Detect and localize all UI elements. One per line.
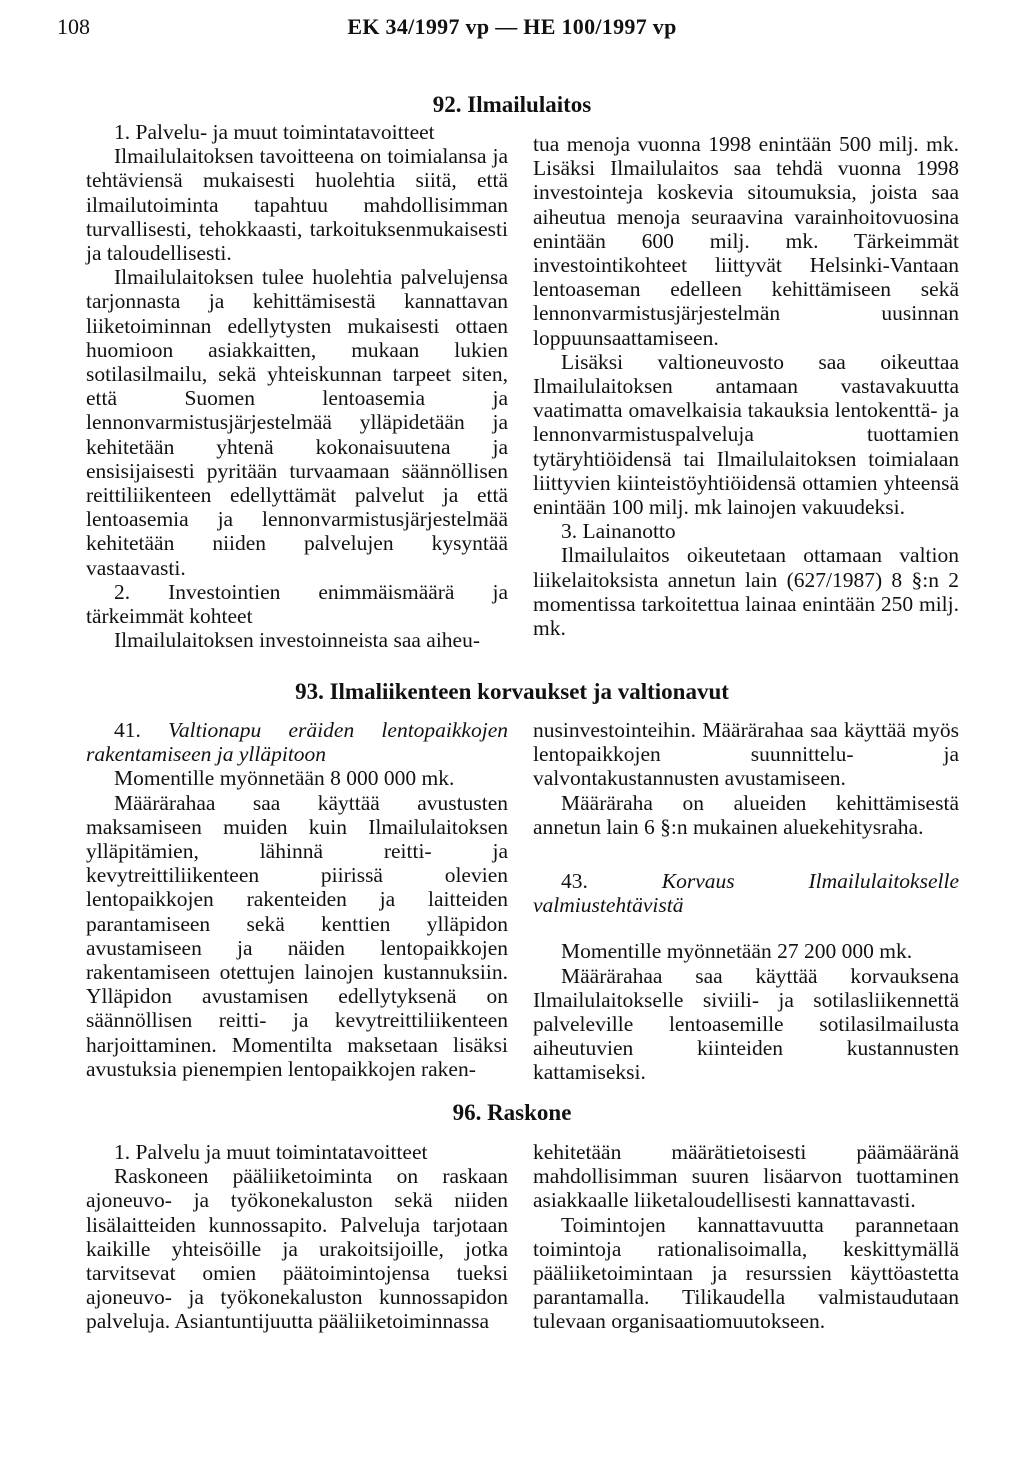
paragraph: Raskoneen pääliiketoiminta on raskaan ajoneuvo- ja työkonekaluston sekä niiden lisälaitteiden kunnossapito. Palveluja tarjotaan kaikille yhteisöille ja urakoitsijoille, jotka tarvitsevat omien päätoimintojensa tueksi ajoneuvo- ja työkonekaluston kunnossapidon palveluja. Asiantuntijuutta pääliiketoiminnassa: [86, 1164, 508, 1334]
subheading: 2. Investointien enimmäismäärä ja tärkeimmät kohteet: [86, 579, 508, 629]
paragraph: Momentille myönnetään 27 200 000 mk.: [561, 939, 913, 964]
section-92-heading: 92. Ilmailulaitos: [432, 92, 592, 117]
section-93-heading: 93. Ilmaliikenteen korvaukset ja valtionavut: [295, 679, 729, 704]
section-96-heading: 96. Raskone: [452, 1100, 572, 1125]
item-number: 43.: [561, 869, 588, 894]
section-96-right-column: [533, 1140, 959, 1334]
section-96-left-column: [86, 1140, 508, 1334]
paragraph: Ilmailulaitos oikeutetaan ottamaan valtion liikelaitoksista annetun lain (627/1987) 8 §:n 2 momentissa tarkoitettua lainaa enintään 250 milj. mk.: [533, 543, 959, 641]
section-93-left-column: [86, 718, 508, 1081]
running-title: EK 34/1997 vp — HE 100/1997 vp: [347, 14, 677, 39]
item-title-text: Valtionapu eräiden lentopaikkojen rakentamiseen ja ylläpitoon: [86, 718, 508, 767]
section-92-right-column: [533, 132, 959, 640]
paragraph: kehitetään määrätietoisesti päämääränä mahdollisimman suuren lisäarvon tuottaminen asiakkaalle liiketaloudellisesti kannattavasti.: [533, 1140, 959, 1213]
paragraph: Määrärahaa saa käyttää avustusten maksamiseen muiden kuin Ilmailulaitoksen ylläpitämien, lähinnä reitti- ja kevytreittiliikenteen piirissä olevien lentopaikkojen rakenteiden ja laitteiden parantamiseen sekä kenttien ylläpidon avustamiseen ja näiden lentopaikkojen rakentamiseen otettujen lainojen kustannuksiin. Ylläpidon avustamisen edellytyksenä on säännöllisen reitti- ja kevytreittiliikenteen harjoittaminen. Momentilta maksetaan lisäksi avustuksia pienempien lentopaikkojen raken-: [86, 790, 508, 1081]
subheading: 3. Lainanotto: [561, 519, 676, 544]
subheading: 1. Palvelu ja muut toimintatavoitteet: [114, 1140, 428, 1164]
paragraph: Ilmailulaitoksen investoinneista saa aiheu-: [114, 628, 480, 653]
item-title: [86, 718, 508, 766]
paragraph: Ilmailulaitoksen tulee huolehtia palvelujensa tarjonnasta ja kehittämisestä kannattavan liiketoiminnan edellytysten mukaisesti ottaen huomioon asiakkaitten, mukaan lukien sotilasilmailu, sekä yhteiskunnan tarpeet siten, että Suomen lentoasemia ja lennonvarmistusjärjestelmää ylläpidetään ja kehitetään yhtenä kokonaisuutena ja ensisijaisesti pyritään turvaamaan säännöllisen reittiliikenteen edellyttämät palvelut ja että lentoasemia ja lennonvarmistusjärjestelmää kehitetään niiden palvelujen kysyntää vastaavasti.: [86, 265, 508, 580]
paragraph: Määrärahaa saa käyttää korvauksena Ilmailulaitokselle siviili- ja sotilasliikennettä palveleville lentoasemille sotilasilmailusta aiheutuvien kiinteiden kustannusten kattamiseksi.: [533, 963, 959, 1085]
paragraph: Toimintojen kannattavuutta parannetaan toimintoja rationalisoimalla, keskittymällä pääliiketoimintaan ja resurssien käyttöastetta parantamalla. Tilikaudella valmistaudutaan tulevaan organisaatiomuutokseen.: [533, 1212, 959, 1334]
section-93-right-column: [533, 718, 959, 1085]
paragraph: Lisäksi valtioneuvosto saa oikeuttaa Ilmailulaitoksen antamaan vastavakuutta vaatimatta omavelkaisia takauksia lentokenttä- ja lennonvarmistuspalveluja tuottamien tytäryhtiöidensä tai Ilmailulaitoksen toimialaan liittyvien kiinteistöyhtiöidensä ottamien yhteensä enintään 100 milj. mk lainojen vakuudeksi.: [533, 349, 959, 520]
item-number: 41.: [114, 718, 141, 742]
item-title-text: Korvaus Ilmailulaitokselle valmiustehtävistä: [533, 869, 959, 918]
item-title: [533, 869, 959, 917]
section-92-left-column: [86, 120, 508, 652]
paragraph: tua menoja vuonna 1998 enintään 500 milj. mk. Lisäksi Ilmailulaitos saa tehdä vuonna 1998 investointeja koskevia sitoumuksia, joista saa aiheutua menoja seuraavina varainhoitovuosina enintään 600 milj. mk. Tärkeimmät investointikohteet liittyvät Helsinki-Vantaan lentoaseman edelleen kehittämiseen sekä lennonvarmistusjärjestelmän uusinnan loppuunsaattamiseen.: [533, 132, 959, 350]
paragraph: Momentille myönnetään 8 000 000 mk.: [114, 766, 455, 791]
paragraph: Määräraha on alueiden kehittämisestä annetun lain 6 §:n mukainen aluekehitysraha.: [533, 790, 959, 839]
page-number: 108: [57, 14, 90, 39]
paragraph: Ilmailulaitoksen tavoitteena on toimialansa ja tehtäviensä mukaisesti huolehtia siitä, että ilmailutoiminta tapahtuu mahdollisimman turvallisesti, tehokkaasti, tarkoituksenmukaisesti ja taloudellisesti.: [86, 144, 508, 266]
paragraph: nusinvestointeihin. Määrärahaa saa käyttää myös lentopaikkojen suunnittelu- ja valvontakustannusten avustamiseen.: [533, 718, 959, 791]
subheading: 1. Palvelu- ja muut toimintatavoitteet: [114, 120, 435, 144]
